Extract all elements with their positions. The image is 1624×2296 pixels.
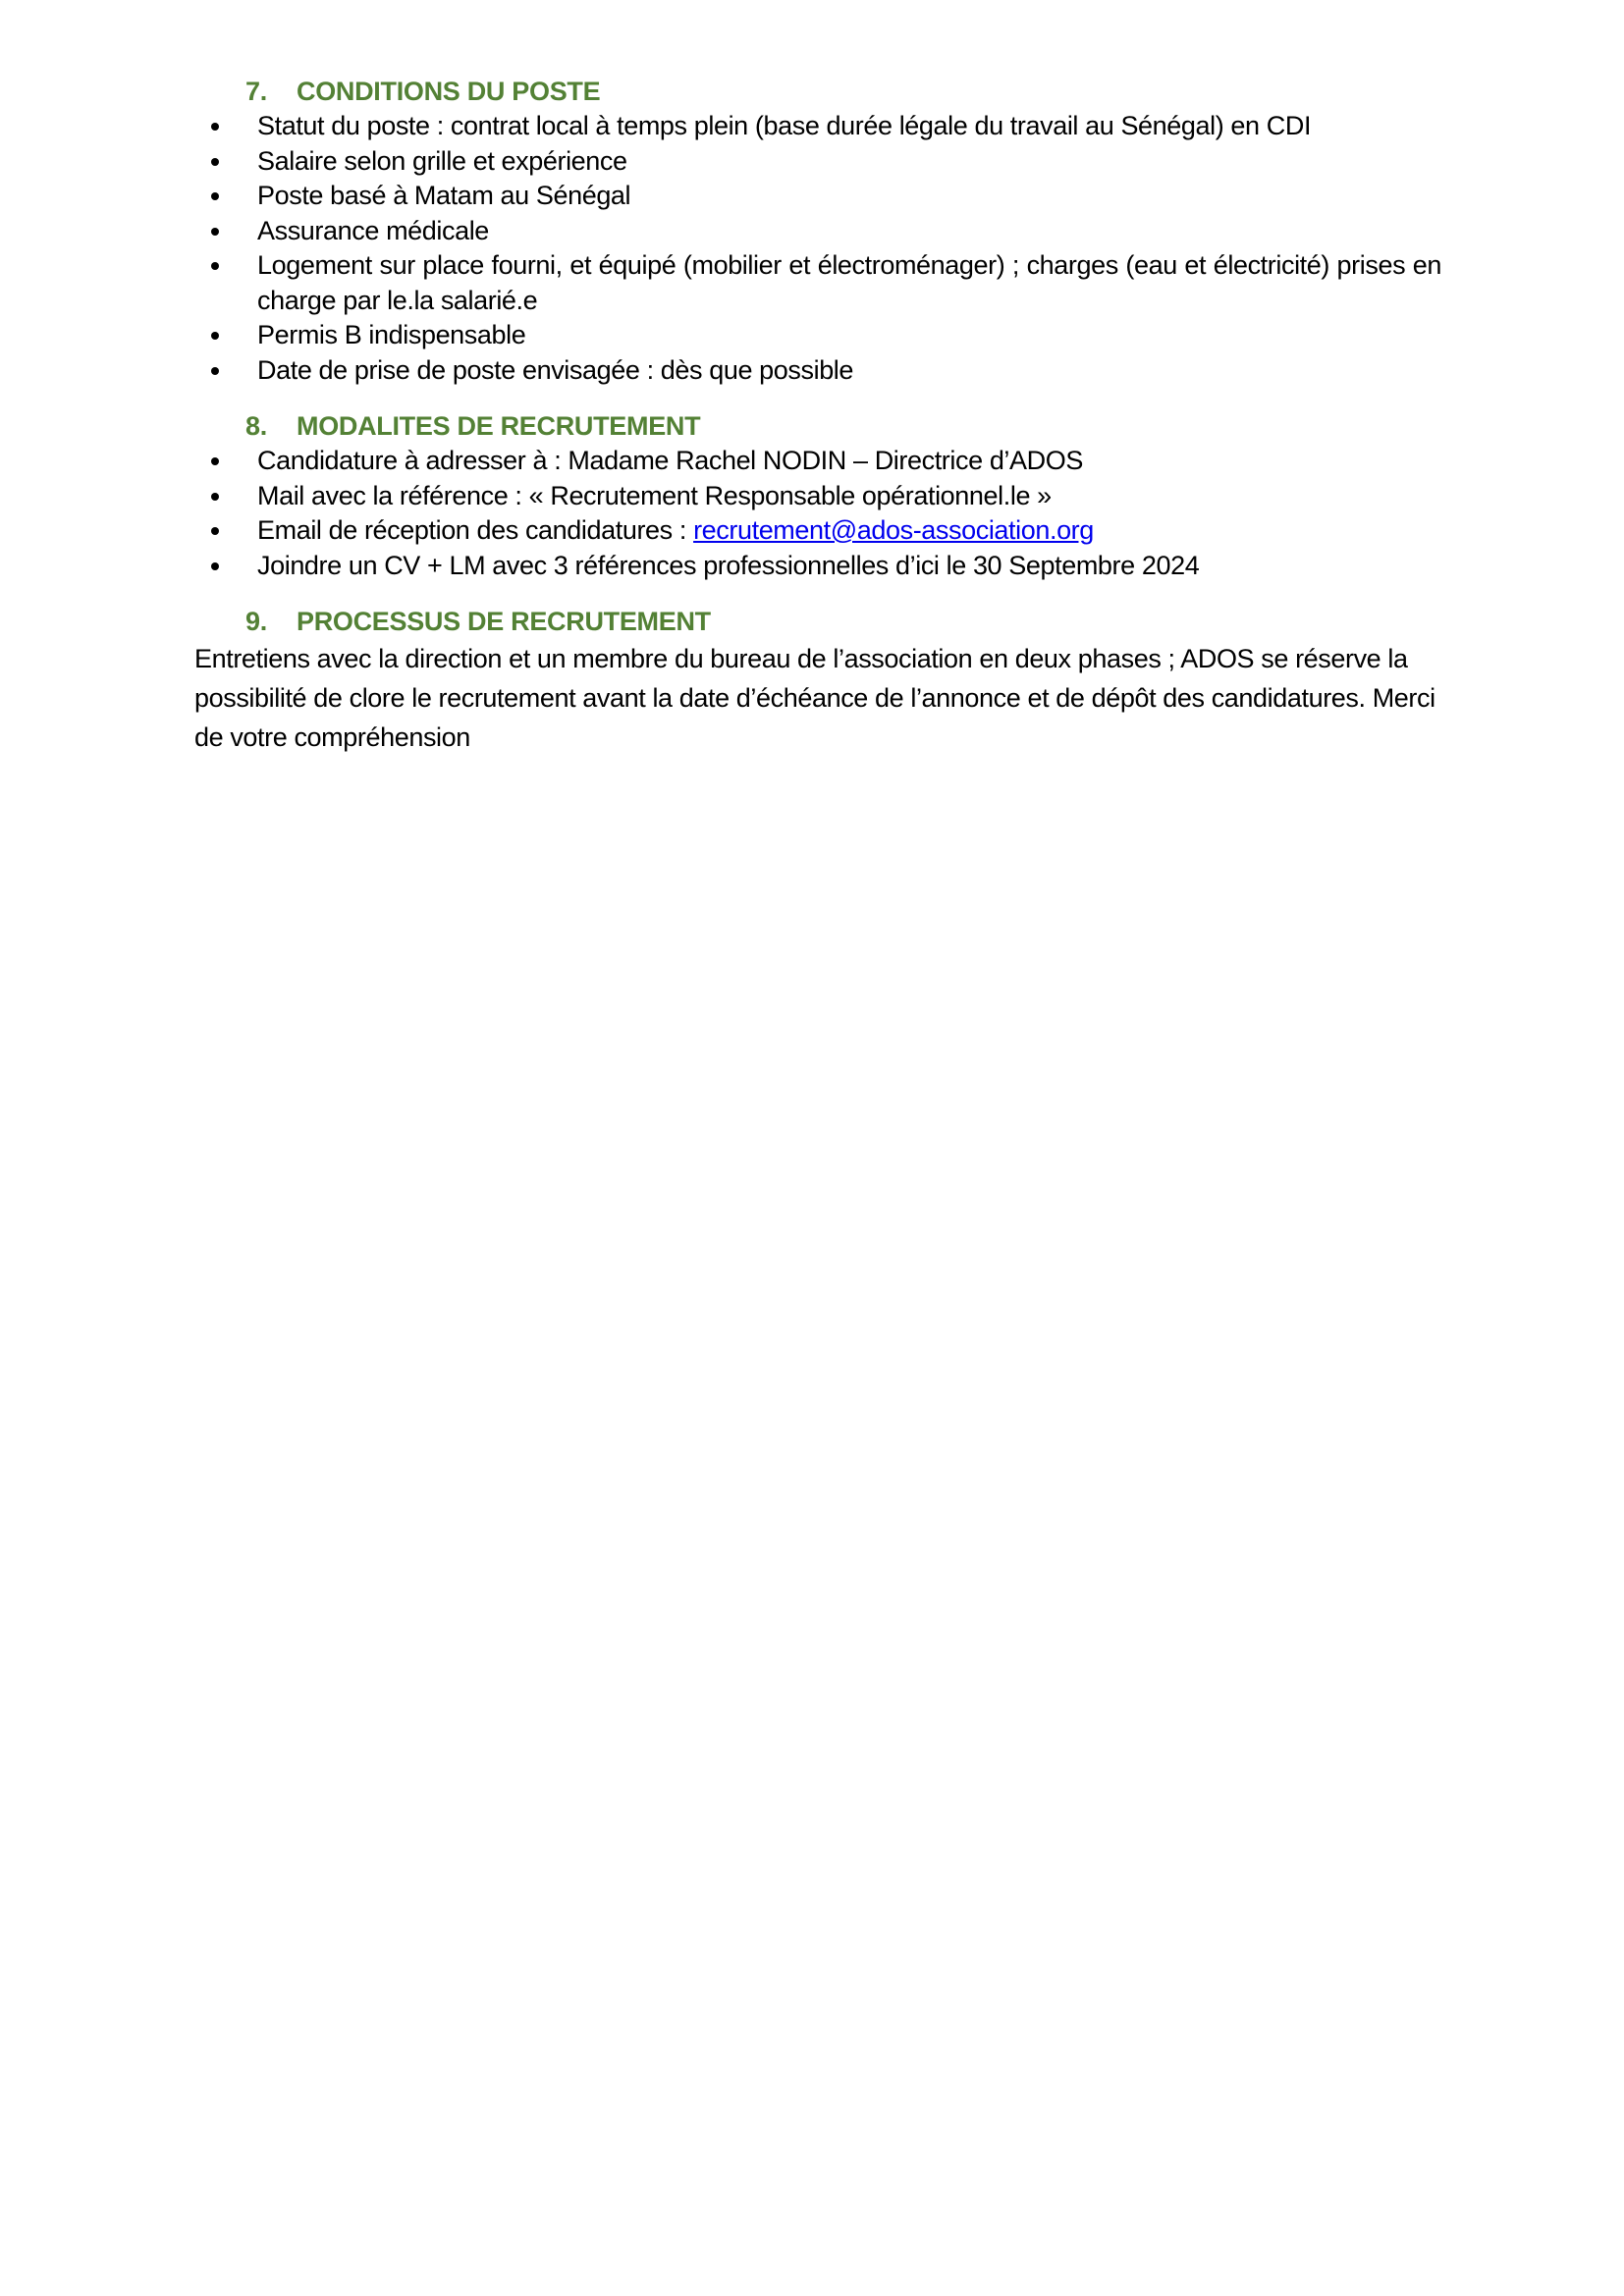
section-heading — [245, 75, 1441, 109]
section-title: MODALITES DE RECRUTEMENT — [297, 411, 701, 441]
list-item-text: Statut du poste : contrat local à temps plein (base durée légale du travail au Sénégal) en CDI — [257, 111, 1312, 140]
section-paragraph: Entretiens avec la direction et un membre du bureau de l’association en deux phases ; ADOS se réserve la possibilité de clore le recrutement avant la date d’échéance de l’annonce et de dépôt des candidatures. Merci de votre compréhension — [194, 644, 1435, 752]
email-link[interactable]: recrutement@ados-association.org — [693, 515, 1094, 545]
bullet-icon — [211, 527, 219, 535]
list-item — [194, 109, 1441, 144]
section-heading — [245, 605, 1441, 639]
bullet-icon — [211, 332, 219, 340]
list-item-text: Mail avec la référence : « Recrutement Responsable opérationnel.le » — [257, 480, 1052, 510]
page-content — [194, 75, 1441, 778]
section-title: CONDITIONS DU POSTE — [297, 77, 601, 106]
section-modalites-de-recrutement — [194, 409, 1441, 583]
list-item — [194, 214, 1441, 249]
bullet-icon — [211, 228, 219, 236]
list-item-text: Poste basé à Matam au Sénégal — [257, 181, 631, 210]
list-item — [194, 549, 1441, 584]
list-item-text: Date de prise de poste envisagée : dès que possible — [257, 354, 854, 385]
list-item-text: Permis B indispensable — [257, 320, 526, 349]
list-item — [194, 353, 1441, 389]
bullet-list — [194, 109, 1441, 388]
list-item-text: Assurance médicale — [257, 215, 489, 245]
bullet-icon — [211, 457, 219, 465]
bullet-icon — [211, 192, 219, 200]
list-item — [194, 179, 1441, 214]
list-item-text: Candidature à adresser à : Madame Rachel NODIN – Directrice d’ADOS — [257, 446, 1083, 475]
list-item — [194, 318, 1441, 353]
list-item-text: Logement sur place fourni, et équipé (mobilier et électroménager) ; charges (eau et électricité) prises en charge par le.la salarié.e — [257, 250, 1441, 315]
list-item — [194, 144, 1441, 180]
section-number: 9. — [245, 607, 267, 636]
email-label: Email de réception des candidatures : — [257, 515, 694, 545]
list-item — [194, 513, 1441, 549]
bullet-list — [194, 444, 1441, 583]
bullet-icon — [211, 158, 219, 166]
list-item-text: Joindre un CV + LM avec 3 références professionnelles d’ici le 30 Septembre 2024 — [257, 550, 1200, 580]
list-item — [194, 248, 1441, 318]
list-item — [194, 444, 1441, 479]
list-item-text: Salaire selon grille et expérience — [257, 145, 627, 176]
section-processus-de-recrutement — [194, 605, 1441, 757]
bullet-icon — [211, 562, 219, 570]
section-conditions-du-poste — [194, 75, 1441, 388]
bullet-icon — [211, 367, 219, 375]
bullet-icon — [211, 262, 219, 270]
section-heading — [245, 409, 1441, 444]
bullet-icon — [211, 123, 219, 131]
list-item — [194, 479, 1441, 514]
bullet-icon — [211, 493, 219, 501]
section-number: 7. — [245, 77, 267, 106]
section-title: PROCESSUS DE RECRUTEMENT — [297, 607, 711, 636]
section-number: 8. — [245, 411, 267, 441]
